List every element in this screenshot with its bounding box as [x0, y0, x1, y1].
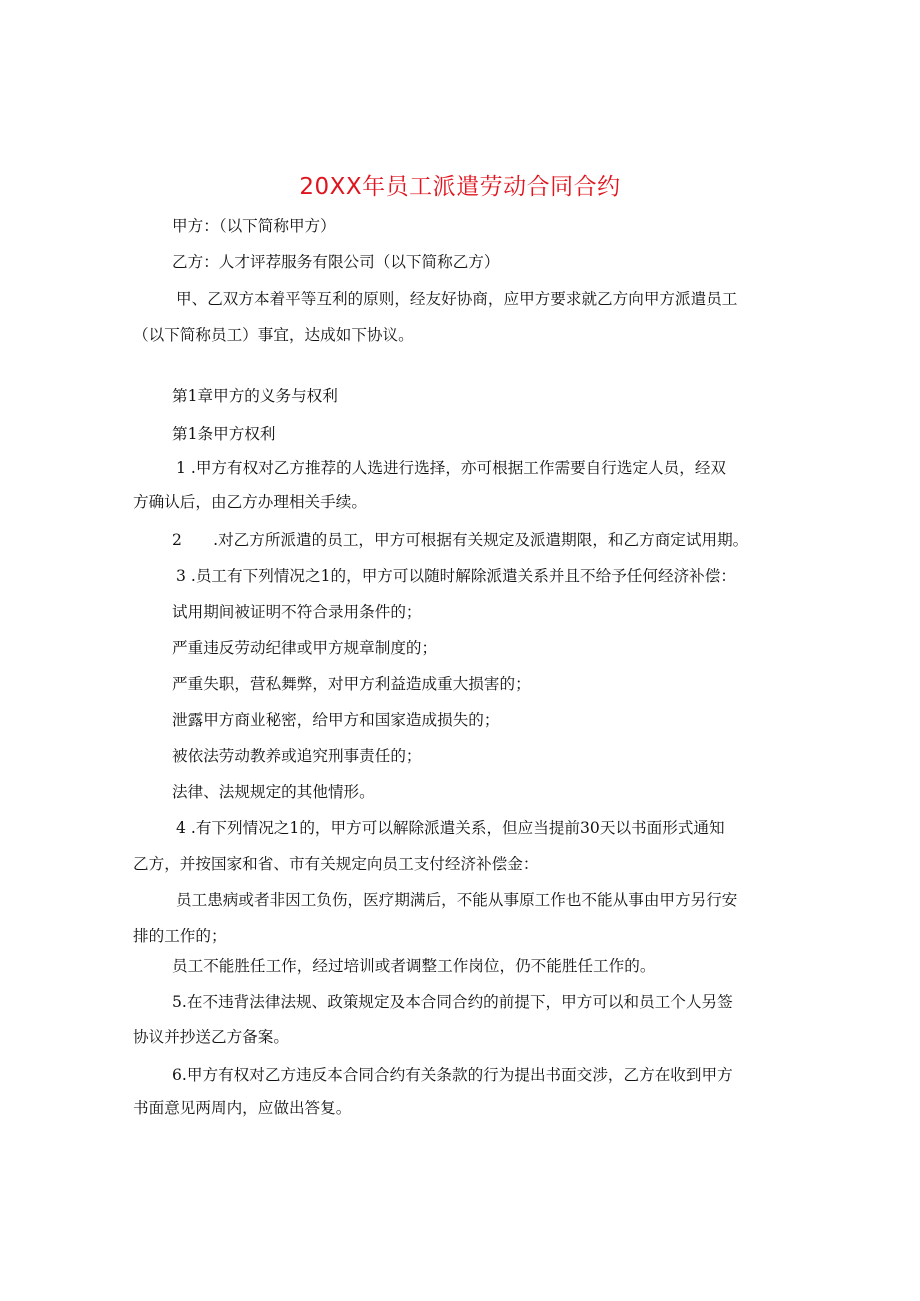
preamble-line-2: （以下简称员工）事宜，达成如下协议。 — [133, 326, 414, 344]
clause-4-item: 员工不能胜任工作，经过培训或者调整工作岗位，仍不能胜任工作的。 — [172, 957, 656, 975]
clause-6-line-2: 书面意见两周内，应做出答复。 — [133, 1099, 352, 1117]
clause-3: 3 .员工有下列情况之1的，甲方可以随时解除派遣关系并且不给予任何经济补偿： — [176, 567, 736, 585]
clause-5-line-2: 协议并抄送乙方备案。 — [133, 1028, 289, 1046]
clause-4-line-2: 乙方，并按国家和省、市有关规定向员工支付经济补偿金： — [133, 855, 539, 873]
clause-1-line-1: 1 .甲方有权对乙方推荐的人选进行选择，亦可根据工作需要自行选定人员，经双 — [176, 459, 727, 477]
preamble-line-1: 甲、乙双方本着平等互利的原则，经友好协商，应甲方要求就乙方向甲方派遣员工 — [176, 290, 738, 308]
chapter-heading: 第1章甲方的义务与权利 — [172, 387, 338, 405]
clause-3-item: 被依法劳动教养或追究刑事责任的； — [172, 747, 422, 765]
party-a-line: 甲方：（以下简称甲方） — [172, 217, 336, 235]
clause-3-item: 试用期间被证明不符合录用条件的； — [172, 603, 422, 621]
clause-4-item-line-1: 员工患病或者非因工负伤，医疗期满后，不能从事原工作也不能从事由甲方另行安 — [176, 891, 738, 909]
clause-6-line-1: 6.甲方有权对乙方违反本合同合约有关条款的行为提出书面交涉，乙方在收到甲方 — [172, 1066, 733, 1084]
clause-3-item: 严重失职，营私舞弊，对甲方利益造成重大损害的； — [172, 675, 531, 693]
clause-1-line-2: 方确认后，由乙方办理相关手续。 — [133, 493, 367, 511]
article-heading: 第1条甲方权利 — [172, 425, 276, 443]
party-b-line: 乙方：人才评荐服务有限公司（以下简称乙方） — [172, 253, 500, 271]
clause-3-item: 法律、法规规定的其他情形。 — [172, 783, 375, 801]
clause-3-item: 泄露甲方商业秘密，给甲方和国家造成损失的； — [172, 711, 500, 729]
clause-4-item-line-2: 排的工作的； — [133, 927, 227, 945]
clause-5-line-1: 5.在不违背法律法规、政策规定及本合同合约的前提下，甲方可以和员工个人另签 — [172, 993, 733, 1011]
clause-4-line-1: 4 .有下列情况之1的，甲方可以解除派遣关系，但应当提前30天以书面形式通知 — [176, 819, 725, 837]
document-title: 20XX年员工派遣劳动合同合约 — [299, 174, 621, 200]
clause-2: 2 .对乙方所派遣的员工，甲方可根据有关规定及派遣期限，和乙方商定试用期。 — [172, 531, 749, 549]
clause-3-item: 严重违反劳动纪律或甲方规章制度的； — [172, 639, 438, 657]
